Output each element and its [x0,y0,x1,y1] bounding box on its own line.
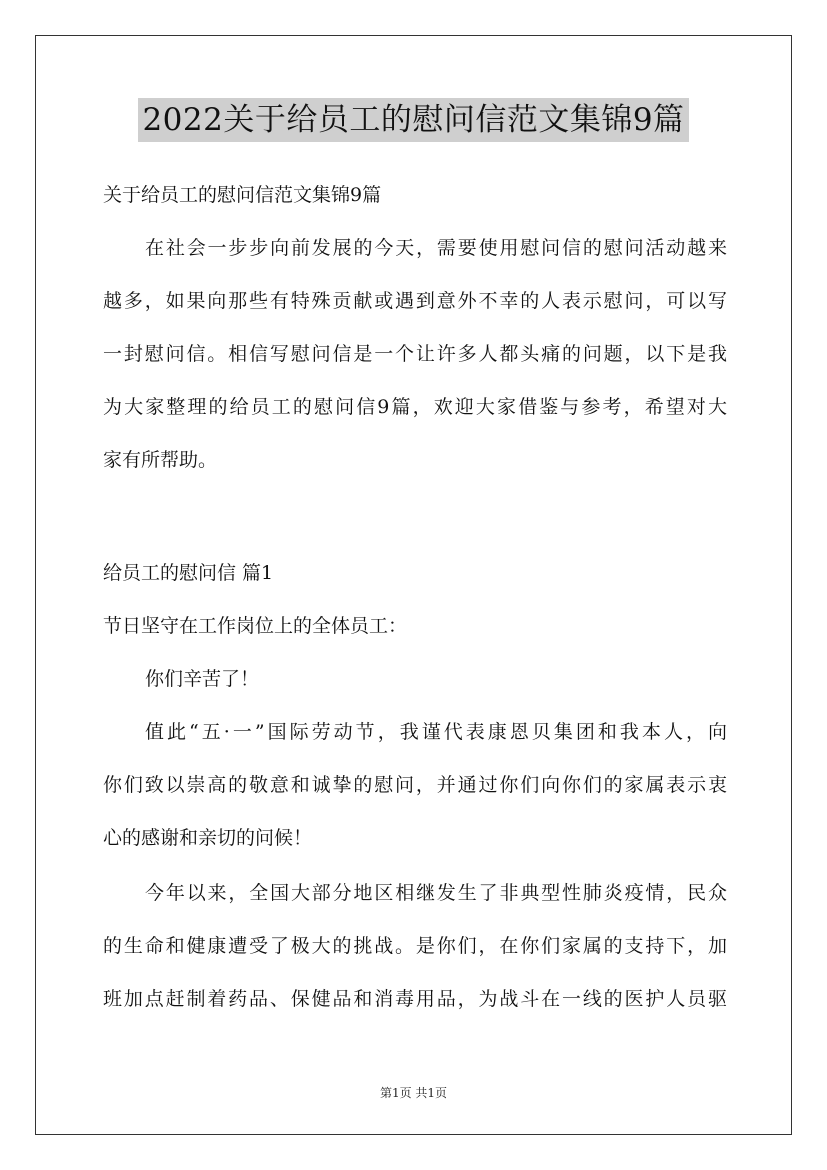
intro-line: 为大家整理的给员工的慰问信9篇，欢迎大家借鉴与参考，希望对大 [103,396,727,418]
letter-greeting: 你们辛苦了！ [145,668,260,690]
paragraph-line: 值此“五·一”国际劳动节，我谨代表康恩贝集团和我本人，向 [145,721,727,743]
document-subtitle: 关于给员工的慰问信范文集锦9篇 [103,184,382,206]
intro-line: 越多，如果向那些有特殊贡献或遇到意外不幸的人表示慰问，可以写 [103,290,727,312]
section-heading: 给员工的慰问信 篇1 [103,562,274,584]
paragraph-line: 班加点赶制着药品、保健品和消毒用品，为战斗在一线的医护人员驱 [103,988,727,1010]
intro-line: 家有所帮助。 [103,449,218,471]
paragraph-line: 今年以来，全国大部分地区相继发生了非典型性肺炎疫情，民众 [145,882,727,904]
page-footer: 第1页 共1页 [379,1086,448,1100]
paragraph-line: 你们致以崇高的敬意和诚挚的慰问，并通过你们向你们的家属表示衷 [103,774,727,796]
intro-line: 一封慰问信。相信写慰问信是一个让许多人都头痛的问题，以下是我 [103,343,727,365]
paragraph-line: 心的感谢和亲切的问候！ [103,827,313,849]
intro-line: 在社会一步步向前发展的今天，需要使用慰问信的慰问活动越来 [145,237,727,259]
letter-salutation: 节日坚守在工作岗位上的全体员工： [103,615,408,637]
title-container [0,98,827,142]
paragraph-line: 的生命和健康遭受了极大的挑战。是你们，在你们家属的支持下，加 [103,935,727,957]
document-title: 2022关于给员工的慰问信范文集锦9篇 [138,98,688,142]
